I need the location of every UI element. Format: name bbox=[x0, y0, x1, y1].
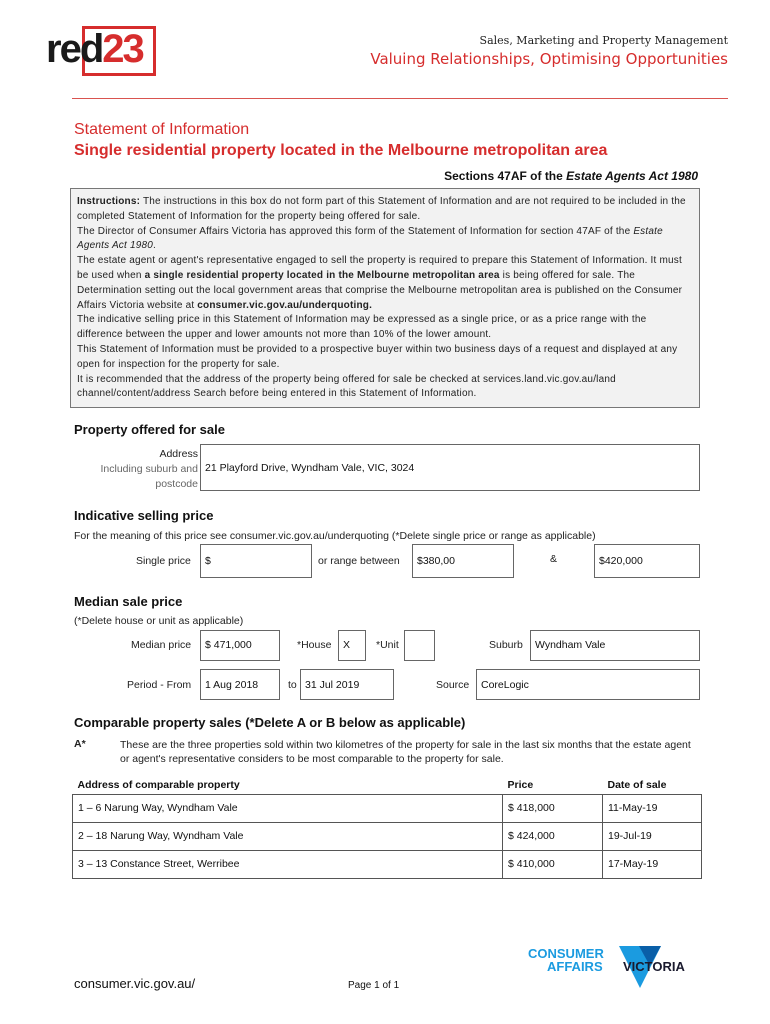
instructions-p5: This Statement of Information must be provided to a prospective buyer within two business days of a request and displayed at any open for inspection for the property for sale. bbox=[77, 343, 678, 370]
legislation-reference bbox=[444, 169, 698, 183]
header-divider bbox=[72, 98, 728, 99]
single-price-field[interactable]: $ bbox=[200, 544, 312, 578]
range-low-field[interactable]: $380,00 bbox=[412, 544, 514, 578]
cav-line1: CONSUMER bbox=[528, 946, 604, 961]
table-row bbox=[73, 850, 702, 878]
cav-line3: VICTORIA bbox=[623, 959, 685, 974]
source-label: Source bbox=[436, 679, 470, 691]
median-price-field[interactable]: $ 471,000 bbox=[200, 630, 280, 661]
single-price-label: Single price bbox=[136, 555, 191, 567]
median-note: (*Delete house or unit as applicable) bbox=[74, 615, 244, 627]
property-heading: Property offered for sale bbox=[74, 422, 225, 437]
comparable-date[interactable]: 19-Jul-19 bbox=[603, 822, 702, 850]
instructions-p1: Instructions: The instructions in this box do not form part of this Statement of Information and are not required to be included in the completed Statement of Information for the property being offered for sale. bbox=[77, 196, 686, 222]
comparable-sales-table bbox=[72, 779, 702, 879]
column-header-date: Date of sale bbox=[603, 779, 702, 794]
logo-text-23: 23 bbox=[102, 26, 143, 71]
period-to-field[interactable]: 31 Jul 2019 bbox=[300, 669, 394, 700]
page-number: Page 1 of 1 bbox=[348, 980, 400, 991]
source-field[interactable]: CoreLogic bbox=[476, 669, 700, 700]
suburb-label: Suburb bbox=[489, 639, 523, 651]
unit-checkbox[interactable] bbox=[404, 630, 435, 661]
comparable-date[interactable]: 11-May-19 bbox=[603, 794, 702, 822]
sections-prefix: Sections 47AF of the bbox=[444, 169, 567, 183]
period-from-label: Period - From bbox=[127, 679, 192, 691]
instructions-box bbox=[70, 188, 700, 408]
comparable-description: These are the three properties sold within two kilometres of the property for sale in the last six months that the estate agent or agent's representative considers to be most comparable to the property for sale. bbox=[120, 739, 691, 765]
address-label: Address Including suburb and postcode bbox=[100, 448, 198, 490]
comparable-address[interactable]: 1 – 6 Narung Way, Wyndham Vale bbox=[73, 794, 503, 822]
table-row bbox=[73, 822, 702, 850]
red23-logo bbox=[46, 24, 143, 74]
table-header-row bbox=[73, 779, 702, 794]
table-row bbox=[73, 794, 702, 822]
range-label: or range between bbox=[318, 555, 400, 567]
range-separator: & bbox=[550, 553, 558, 565]
cav-logo-graphic bbox=[527, 942, 702, 992]
header-tagline-services: Sales, Marketing and Property Management bbox=[479, 34, 728, 47]
header-tagline-slogan: Valuing Relationships, Optimising Opportunities bbox=[370, 50, 728, 68]
option-a-marker: A* bbox=[74, 738, 86, 750]
house-label: *House bbox=[297, 639, 332, 651]
period-from-field[interactable]: 1 Aug 2018 bbox=[200, 669, 280, 700]
unit-label: *Unit bbox=[376, 639, 399, 651]
address-field[interactable]: 21 Playford Drive, Wyndham Vale, VIC, 3024 bbox=[200, 444, 700, 491]
instructions-p6: It is recommended that the address of the property being offered for sale be checked at services.land.vic.gov.au/land channel/content/address Search before being entered in this Statement of Information. bbox=[77, 373, 616, 400]
indicative-heading: Indicative selling price bbox=[74, 508, 214, 523]
column-header-price: Price bbox=[503, 779, 603, 794]
house-checkbox[interactable]: X bbox=[338, 630, 366, 661]
comparable-heading: Comparable property sales (*Delete A or B below as applicable) bbox=[74, 715, 466, 730]
footer-website: consumer.vic.gov.au/ bbox=[74, 976, 196, 991]
comparable-price[interactable]: $ 410,000 bbox=[503, 850, 603, 878]
range-high-field[interactable]: $420,000 bbox=[594, 544, 700, 578]
instructions-label: Instructions: bbox=[77, 196, 141, 207]
cav-line2: AFFAIRS bbox=[547, 959, 603, 974]
comparable-address[interactable]: 2 – 18 Narung Way, Wyndham Vale bbox=[73, 822, 503, 850]
document-subtitle: Single residential property located in the Melbourne metropolitan area bbox=[74, 142, 608, 159]
instructions-p3: The estate agent or agent's representative engaged to sell the property is required to prepare this Statement of Information. It must be used when a single residential property located in the Melbourne metropolitan area is being offered for sale. The Determination setting out the local government areas that comprise the Melbourne metropolitan area is published on the Consumer Affairs Victoria website at consumer.vic.gov.au/underquoting. bbox=[77, 255, 683, 311]
column-header-address: Address of comparable property bbox=[73, 779, 503, 794]
median-heading: Median sale price bbox=[74, 594, 183, 609]
comparable-price[interactable]: $ 418,000 bbox=[503, 794, 603, 822]
indicative-note: For the meaning of this price see consumer.vic.gov.au/underquoting (*Delete single price or range as applicable) bbox=[74, 530, 596, 542]
consumer-affairs-victoria-logo bbox=[527, 942, 702, 995]
logo-text-red: red bbox=[46, 26, 103, 71]
underquoting-link[interactable]: consumer.vic.gov.au/underquoting bbox=[197, 299, 370, 311]
comparable-address[interactable]: 3 – 13 Constance Street, Werribee bbox=[73, 850, 503, 878]
suburb-field[interactable]: Wyndham Vale bbox=[530, 630, 700, 661]
document-title: Statement of Information bbox=[74, 121, 250, 138]
instructions-p4: The indicative selling price in this Statement of Information may be expressed as a single price, or as a price range with the difference between the upper and lower amounts not more than 10% of the lower amount. bbox=[77, 314, 647, 341]
period-to-label: to bbox=[288, 679, 297, 691]
instructions-p2: The Director of Consumer Affairs Victoria has approved this form of the Statement of Information for section 47AF of the Estate Agents Act 1980. bbox=[77, 225, 663, 252]
comparable-price[interactable]: $ 424,000 bbox=[503, 822, 603, 850]
median-price-label: Median price bbox=[131, 639, 192, 651]
act-name: Estate Agents Act 1980 bbox=[566, 169, 698, 183]
comparable-date[interactable]: 17-May-19 bbox=[603, 850, 702, 878]
